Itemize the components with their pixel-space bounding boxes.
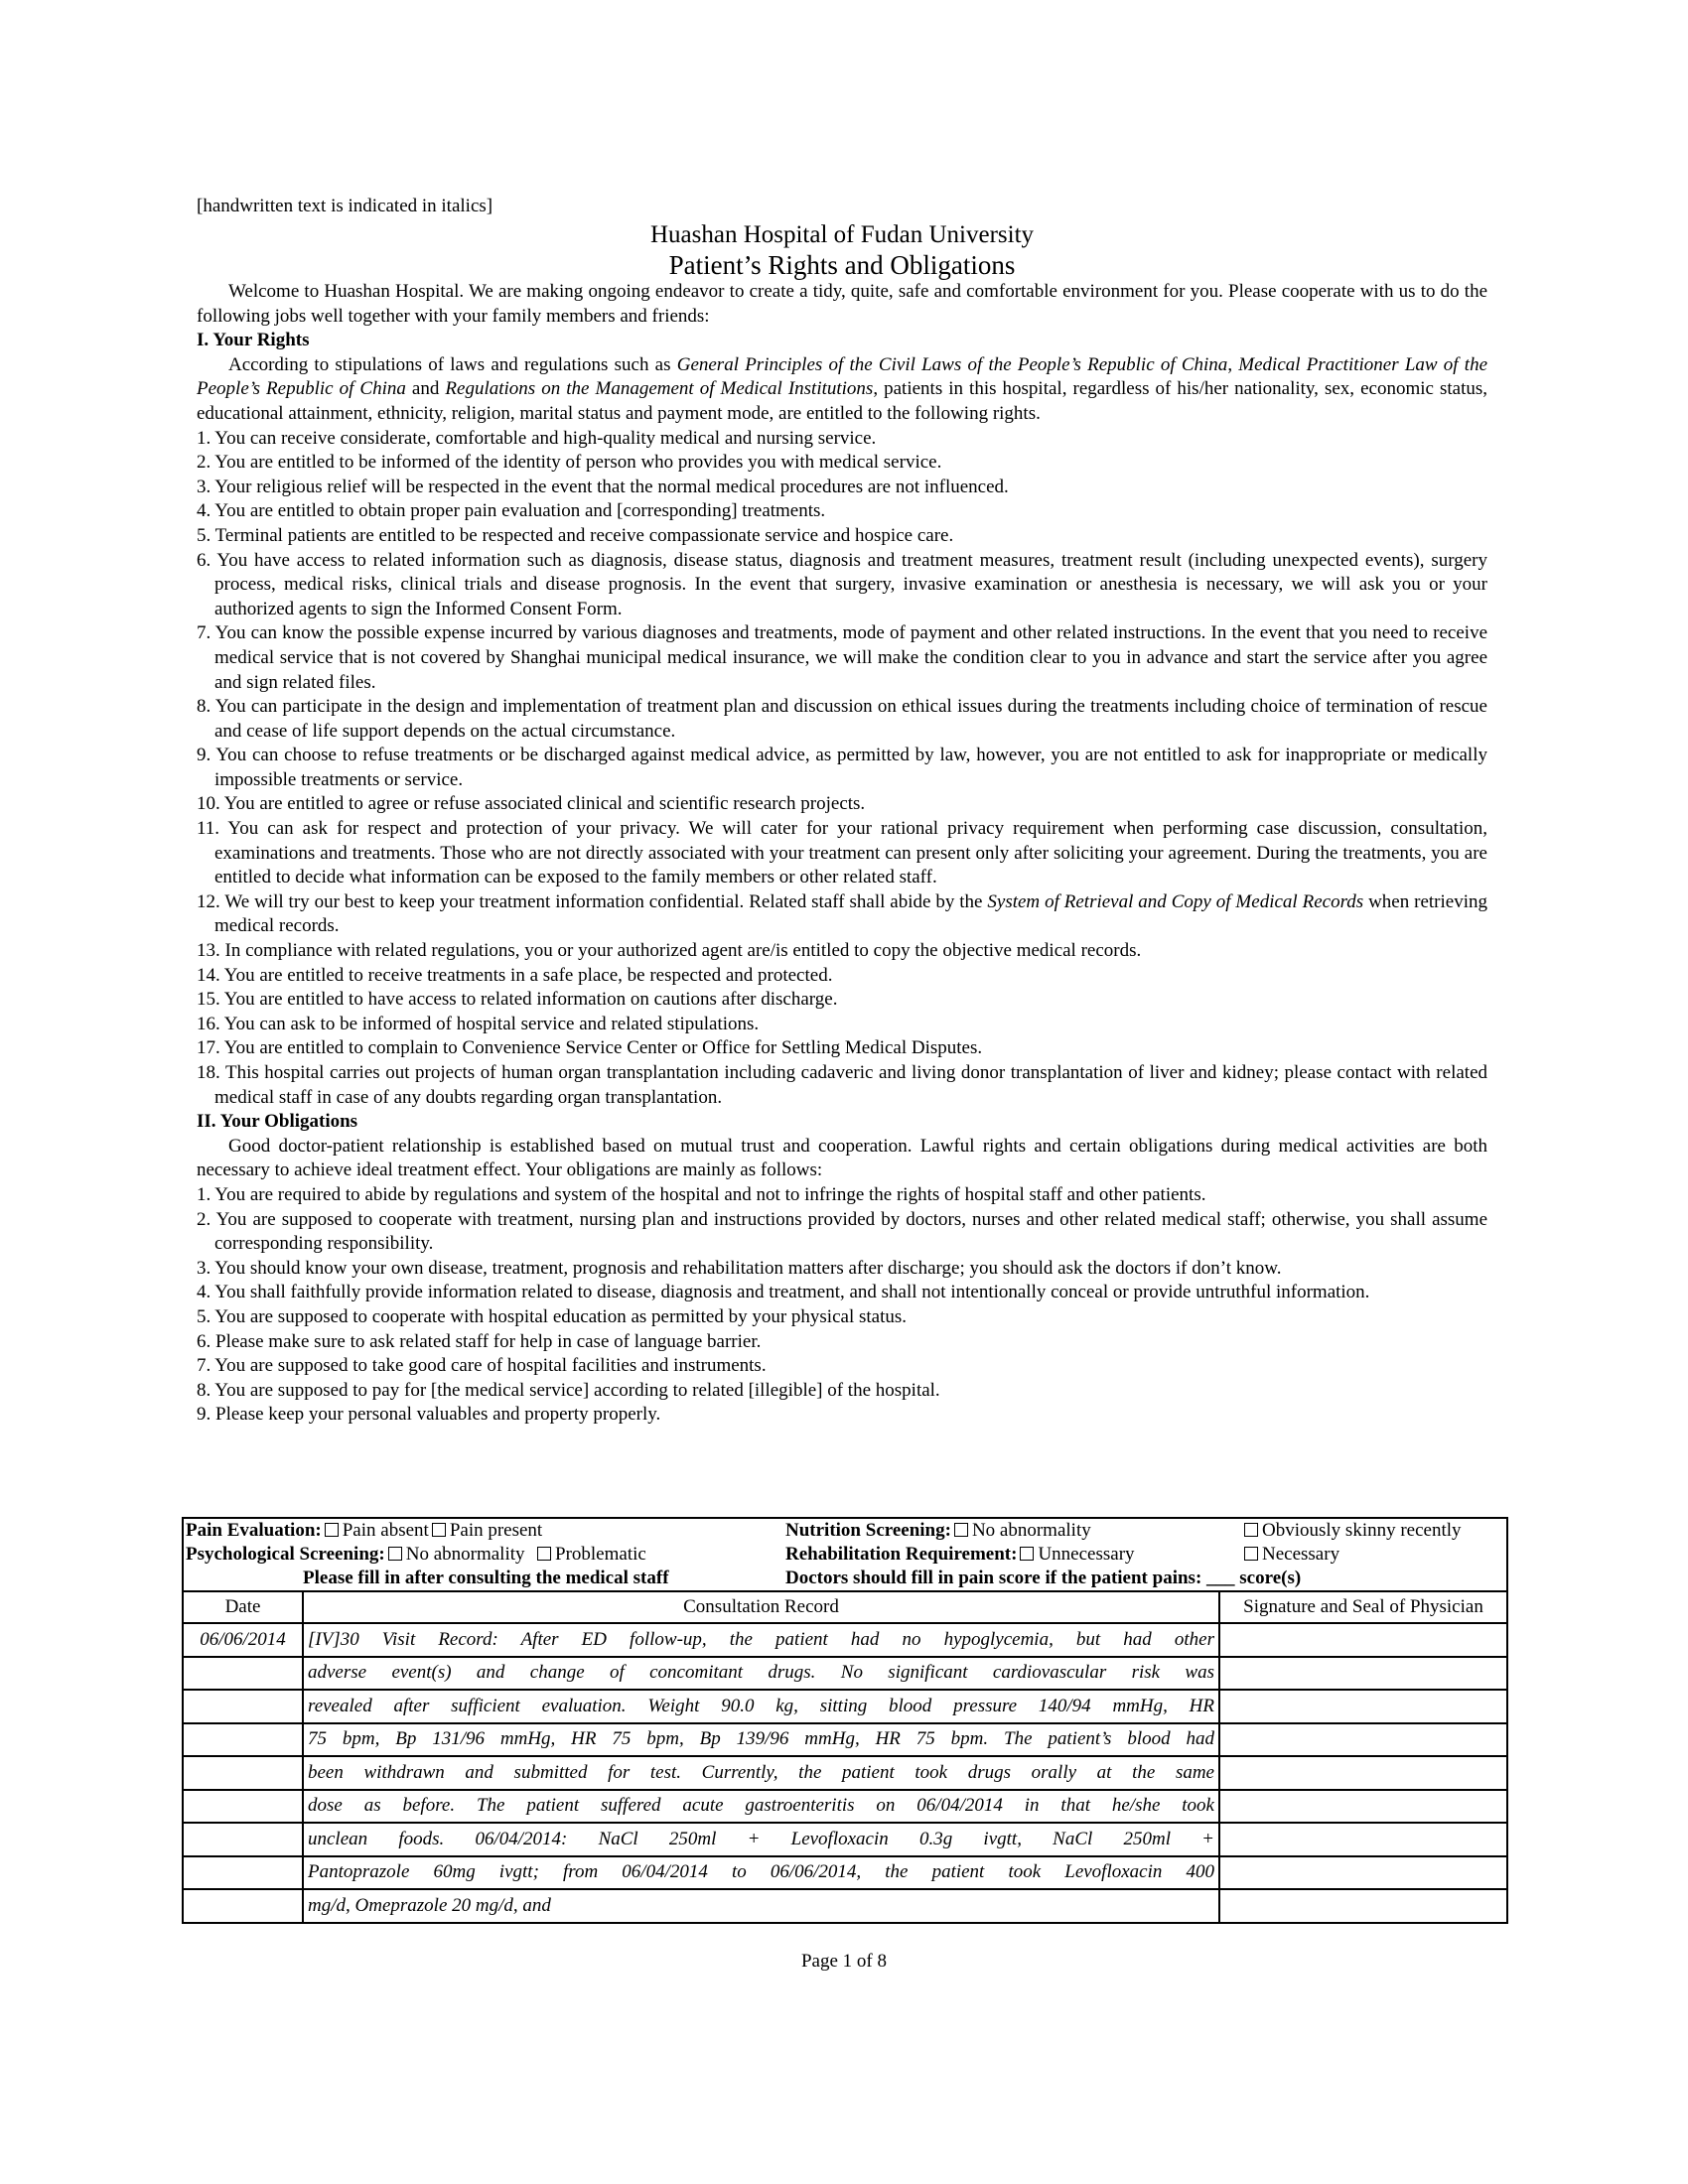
consultation-record-table: [182, 1590, 1508, 1924]
record-text: unclean foods. 06/04/2014: NaCl 250ml + Levofloxacin 0.3g ivgtt, NaCl 250ml +: [303, 1823, 1219, 1856]
obligations-heading: II. Your Obligations: [197, 1111, 358, 1133]
rights-item: 10. You are entitled to agree or refuse associated clinical and scientific research projects.: [197, 793, 866, 815]
law-title-3: Regulations on the Management of Medical Institutions: [445, 378, 874, 400]
rights-intro: According to stipulations of laws and regulations such as General Principles of the Civil Laws of the People’s Republic of China, Medical Practitioner Law of the People’s Republic of China and Regulations on the Management of Medical Institutions, patients in this hospital, regardless of his/her nationality, sex, economic status, educational attainment, ethnicity, religion, marital status and payment mode, are entitled to the following rights.: [197, 353, 1488, 424]
signature-cell: [1219, 1823, 1507, 1856]
record-date: [183, 1657, 303, 1691]
record-date: 06/06/2014: [183, 1623, 303, 1657]
obligations-list: [197, 1183, 1487, 1428]
pain-absent-checkbox[interactable]: [325, 1523, 339, 1537]
table-row: [183, 1889, 1507, 1923]
records-system-title: System of Retrieval and Copy of Medical Records: [987, 890, 1364, 912]
page-number: Page 1 of 8: [800, 1951, 887, 1972]
obligation-item: 6. Please make sure to ask related staff for help in case of language barrier.: [197, 1330, 762, 1352]
rights-item: 1. You can receive considerate, comfortable and high-quality medical and nursing service.: [197, 427, 877, 449]
signature-column-header: Signature and Seal of Physician: [1219, 1591, 1507, 1623]
rights-item: 11. You can ask for respect and protection of your privacy. We will cater for your rational privacy requirement when performing case discussion, consultation, examinations and treatments. Those who are not directly associated with your treatment can present only after soliciting your agreement. During the treatments, you are entitled to decide what information can be exposed to the family members or other related staff.: [197, 818, 1487, 888]
table-row: [183, 1657, 1507, 1691]
rights-item: 6. You have access to related information such as diagnosis, disease status, diagnosis and treatment measures, treatment result (including unexpected events), surgery process, medical risks, clinical trials and disease prognosis. In the event that surgery, invasive examination or anesthesia is necessary, we will ask you or your authorized agents to sign the Informed Consent Form.: [197, 549, 1487, 619]
record-date: [183, 1790, 303, 1824]
table-row: [183, 1756, 1507, 1790]
law-title-1: General Principles of the Civil Laws of the People’s Republic of China: [676, 353, 1228, 375]
record-text: Pantoprazole 60mg ivgtt; from 06/04/2014 to 06/06/2014, the patient took Levofloxacin 400: [303, 1856, 1219, 1890]
table-row: [183, 1790, 1507, 1824]
signature-cell: [1219, 1756, 1507, 1790]
obligation-item: 2. You are supposed to cooperate with treatment, nursing plan and instructions provided by doctors, nurses and other related medical staff; otherwise, you shall assume corresponding responsibility.: [197, 1208, 1487, 1255]
pain-evaluation-label: Pain Evaluation:: [186, 1520, 322, 1541]
signature-cell: [1219, 1790, 1507, 1824]
record-text: adverse event(s) and change of concomitant drugs. No significant cardiovascular risk was: [303, 1657, 1219, 1691]
rights-item: 16. You can ask to be informed of hospital service and related stipulations.: [197, 1013, 760, 1034]
table-row: [183, 1690, 1507, 1723]
table-row: [183, 1856, 1507, 1890]
record-date: [183, 1723, 303, 1757]
rehabilitation-label: Rehabilitation Requirement:: [785, 1544, 1018, 1565]
intro-paragraph: Welcome to Huashan Hospital. We are making ongoing endeavor to create a tidy, quite, safe and comfortable environment for you. Please cooperate with us to do the following jobs well together with your family members and friends:: [197, 281, 1487, 327]
rights-item: 18. This hospital carries out projects of human organ transplantation including cadaveric and living donor transplantation of liver and kidney; please contact with related medical staff in case of any doubts regarding organ transplantation.: [197, 1062, 1487, 1108]
pain-present-checkbox[interactable]: [432, 1523, 446, 1537]
pain-score-note: Doctors should fill in pain score if the patient pains: ___ score(s): [785, 1568, 1302, 1588]
psych-problematic-checkbox[interactable]: [537, 1547, 551, 1561]
record-date: [183, 1889, 303, 1923]
rights-item: 9. You can choose to refuse treatments or be discharged against medical advice, as permitted by law, however, you are not entitled to ask for inappropriate or medically impossible treatments or service.: [197, 745, 1487, 790]
rights-item: 2. You are entitled to be informed of the identity of person who provides you with medical service.: [197, 452, 942, 474]
signature-cell: [1219, 1723, 1507, 1757]
handwriting-note: [handwritten text is indicated in italics]: [197, 196, 493, 216]
consultation-form: [182, 1517, 1508, 1924]
document-page: [197, 195, 1487, 1428]
obligation-item: 8. You are supposed to pay for [the medical service] according to related [illegible] of the hospital.: [197, 1379, 940, 1401]
screening-header: [182, 1517, 1508, 1590]
document-body: [197, 280, 1487, 1428]
signature-cell: [1219, 1690, 1507, 1723]
obligation-item: 7. You are supposed to take good care of hospital facilities and instruments.: [197, 1355, 767, 1377]
record-text: dose as before. The patient suffered acute gastroenteritis on 06/04/2014 in that he/she took: [303, 1790, 1219, 1824]
rehab-unnecessary-label: Unnecessary: [1038, 1544, 1135, 1565]
hospital-name: Huashan Hospital of Fudan University: [649, 221, 1035, 248]
obligation-item: 5. You are supposed to cooperate with hospital education as permitted by your physical status.: [197, 1305, 908, 1327]
rehab-necessary-checkbox[interactable]: [1244, 1547, 1258, 1561]
nutrition-no-abnormality-label: No abnormality: [971, 1520, 1091, 1541]
law-title-2: Medical Practitioner Law of the People’s Republic of China: [197, 353, 1488, 400]
record-text: [IV]30 Visit Record: After ED follow-up, the patient had no hypoglycemia, but had other: [303, 1623, 1219, 1657]
record-date: [183, 1756, 303, 1790]
rights-item: 13. In compliance with related regulations, you or your authorized agent are/is entitled to copy the objective medical records.: [197, 940, 1142, 962]
signature-cell: [1219, 1657, 1507, 1691]
fill-in-note: Please fill in after consulting the medical staff: [303, 1568, 669, 1588]
rights-item: 4. You are entitled to obtain proper pain evaluation and [corresponding] treatments.: [197, 500, 826, 522]
obligation-item: 4. You shall faithfully provide information related to disease, diagnosis and treatment, and shall not intentionally conceal or provide untruthful information.: [197, 1282, 1370, 1303]
rehab-unnecessary-checkbox[interactable]: [1020, 1547, 1034, 1561]
psychological-screening-label: Psychological Screening:: [186, 1544, 385, 1565]
signature-cell: [1219, 1623, 1507, 1657]
signature-cell: [1219, 1889, 1507, 1923]
obviously-skinny-label: Obviously skinny recently: [1262, 1520, 1462, 1541]
rights-item: 14. You are entitled to receive treatments in a safe place, be respected and protected.: [197, 964, 833, 986]
record-date: [183, 1856, 303, 1890]
rights-item: 5. Terminal patients are entitled to be respected and receive compassionate service and hospice care.: [197, 524, 954, 546]
record-text: mg/d, Omeprazole 20 mg/d, and: [303, 1889, 1219, 1923]
record-text: been withdrawn and submitted for test. Currently, the patient took drugs orally at the same: [303, 1756, 1219, 1790]
nutrition-no-abnormality-checkbox[interactable]: [954, 1523, 968, 1537]
document-title: Patient’s Rights and Obligations: [668, 250, 1016, 280]
rights-item: 17. You are entitled to complain to Convenience Service Center or Office for Settling Medical Disputes.: [197, 1037, 983, 1059]
rights-heading: I. Your Rights: [197, 330, 310, 351]
rights-item: 8. You can participate in the design and implementation of treatment plan and discussion on ethical issues during the treatments including choice of termination of rescue and cease of life support depends on the actual circumstance.: [197, 696, 1487, 742]
psych-no-abnormality-label: No abnormality: [405, 1544, 525, 1565]
record-column-header: Consultation Record: [303, 1591, 1219, 1623]
obligations-intro: Good doctor-patient relationship is established based on mutual trust and cooperation. Lawful rights and certain obligations during medical activities are both necessary to achieve ideal treatment effect. Your obligations are mainly as follows:: [197, 1135, 1487, 1181]
obligation-item: 9. Please keep your personal valuables and property properly.: [197, 1404, 661, 1426]
rehab-necessary-label: Necessary: [1262, 1544, 1340, 1565]
signature-cell: [1219, 1856, 1507, 1890]
nutrition-screening-label: Nutrition Screening:: [785, 1520, 951, 1541]
obviously-skinny-checkbox[interactable]: [1244, 1523, 1258, 1537]
record-date: [183, 1823, 303, 1856]
table-row: [183, 1623, 1507, 1657]
psych-no-abnormality-checkbox[interactable]: [388, 1547, 402, 1561]
record-text: revealed after sufficient evaluation. Weight 90.0 kg, sitting blood pressure 140/94 mmHg, HR: [303, 1690, 1219, 1723]
rights-item: 3. Your religious relief will be respected in the event that the normal medical procedures are not influenced.: [197, 476, 1009, 497]
rights-list: [197, 427, 1487, 1111]
rights-item: 15. You are entitled to have access to related information on cautions after discharge.: [197, 989, 838, 1011]
date-column-header: Date: [183, 1591, 303, 1623]
pain-present-label: Pain present: [449, 1520, 543, 1541]
rights-item: 12. We will try our best to keep your treatment information confidential. Related staff shall abide by the System of Retrieval and Copy of Medical Records when retrieving medical records.: [197, 890, 1487, 937]
table-row: [183, 1723, 1507, 1757]
psych-problematic-label: Problematic: [555, 1544, 646, 1565]
obligation-item: 1. You are required to abide by regulations and system of the hospital and not to infringe the rights of hospital staff and other patients.: [197, 1183, 1206, 1205]
rights-item: 7. You can know the possible expense incurred by various diagnoses and treatments, mode of payment and other related instructions. In the event that you need to receive medical service that is not covered by Shanghai municipal medical insurance, we will make the condition clear to you in advance and start the service after you agree and sign related files.: [197, 622, 1487, 693]
table-row: [183, 1823, 1507, 1856]
record-text: 75 bpm, Bp 131/96 mmHg, HR 75 bpm, Bp 139/96 mmHg, HR 75 bpm. The patient’s blood had: [303, 1723, 1219, 1757]
pain-absent-label: Pain absent: [342, 1520, 429, 1541]
record-date: [183, 1690, 303, 1723]
obligation-item: 3. You should know your own disease, treatment, prognosis and rehabilitation matters after discharge; you should ask the doctors if don’t know.: [197, 1257, 1282, 1279]
